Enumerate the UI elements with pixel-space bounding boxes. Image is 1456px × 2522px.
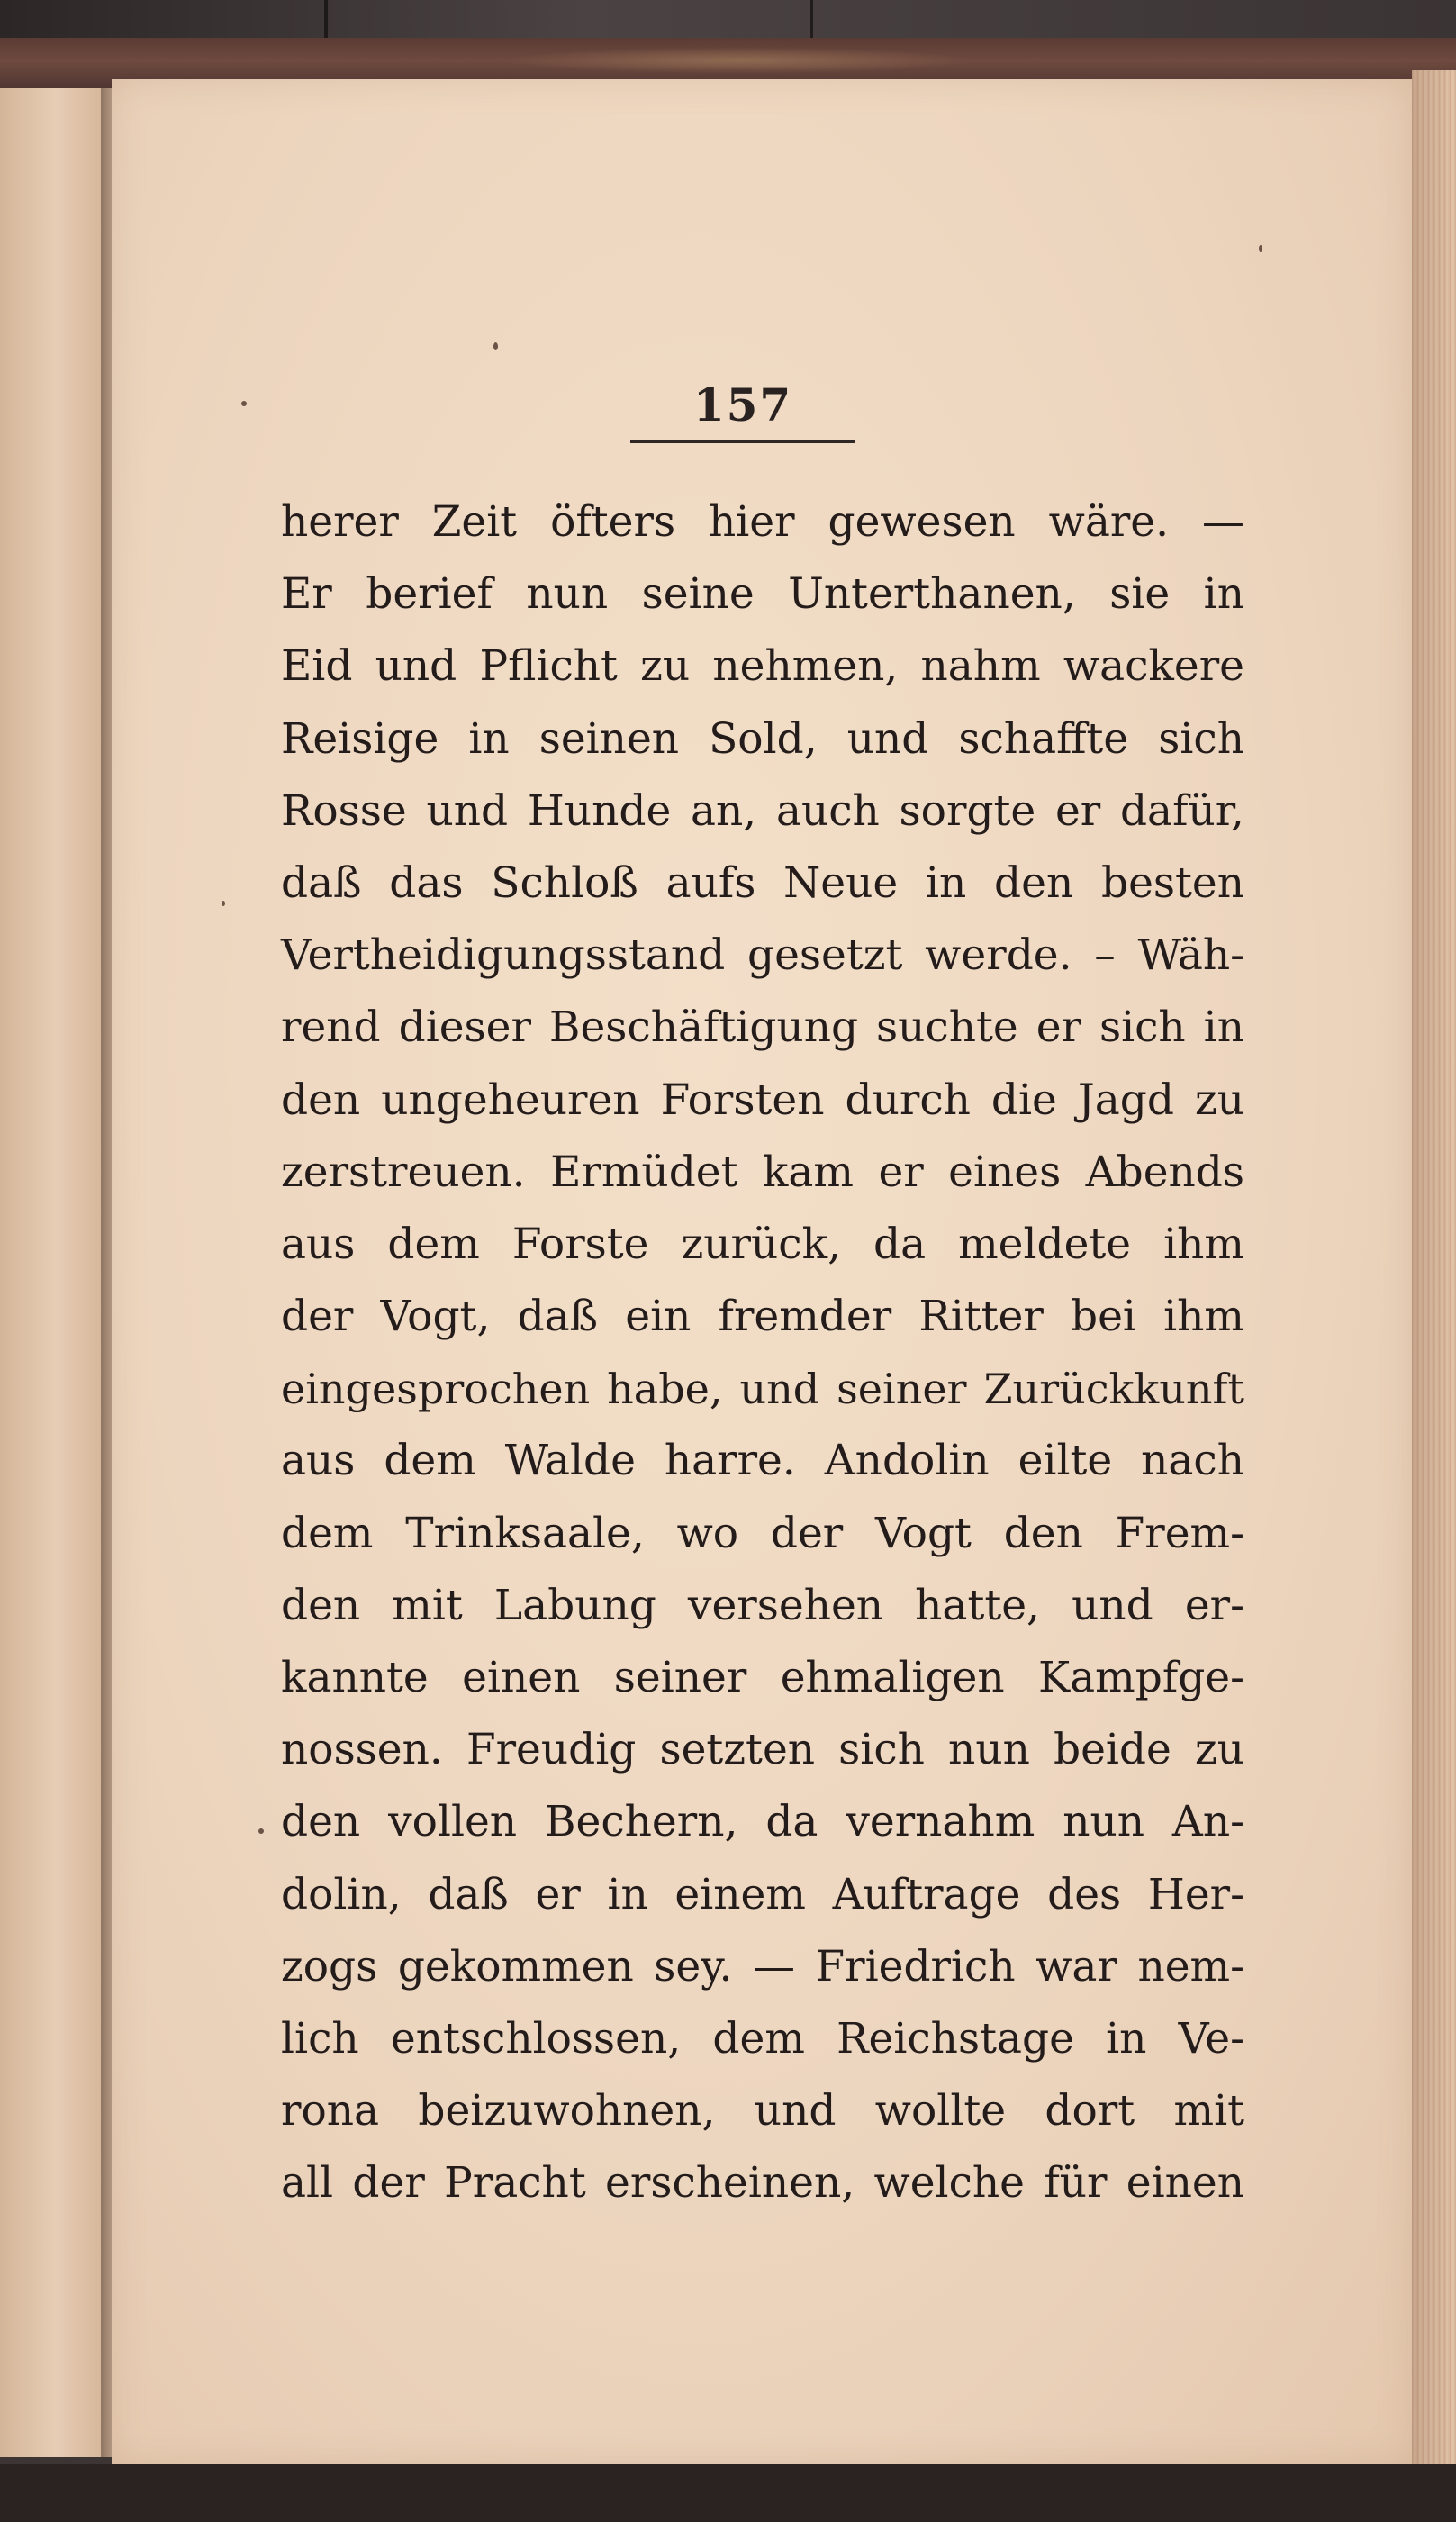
text-line: der Vogt, daß ein fremder Ritter bei ihm <box>281 1292 1244 1342</box>
text-line: kannte einen seiner ehmaligen Kampfge- <box>281 1653 1244 1702</box>
text-line: Vertheidigungsstand gesetzt werde. – Wäh- <box>281 930 1244 981</box>
page-stack-shade <box>1412 70 1456 2466</box>
text-line: nossen. Freudig setzten sich nun beide zu <box>281 1725 1244 1775</box>
text-line: Eid und Pflicht zu nehmen, nahm wackere <box>281 641 1244 692</box>
background-strip-bottom <box>0 2464 1456 2522</box>
text-line: rend dieser Beschäftigung suchte er sich in <box>281 1002 1244 1053</box>
text-line: daß das Schloß aufs Neue in den besten <box>281 857 1244 908</box>
text-line: Rosse und Hunde an, auch sorgte er dafür, <box>281 785 1244 836</box>
page-body-text <box>281 486 1244 2220</box>
text-line: aus dem Walde harre. Andolin eilte nach <box>281 1436 1244 1486</box>
paper-speck <box>241 401 247 406</box>
paper-speck <box>1259 245 1262 252</box>
text-line: zerstreuen. Ermüdet kam er eines Abends <box>281 1147 1244 1197</box>
page-stack-edge <box>1412 70 1456 2466</box>
text-line: dem Trinksaale, wo der Vogt den Frem- <box>281 1508 1244 1558</box>
text-line: lich entschlossen, dem Reichstage in Ve- <box>281 2013 1244 2064</box>
text-line: den mit Labung versehen hatte, und er- <box>281 1580 1244 1630</box>
text-line: den ungeheuren Forsten durch die Jagd zu <box>281 1075 1244 1125</box>
text-line: Er berief nun seine Unterthanen, sie in <box>281 569 1244 620</box>
text-line: den vollen Bechern, da vernahm nun An- <box>281 1797 1244 1847</box>
facing-page-edge <box>0 88 101 2457</box>
paper-speck <box>493 342 498 350</box>
paper-speck <box>258 1828 264 1834</box>
paper-speck <box>222 901 225 906</box>
text-line: zogs gekommen sey. — Friedrich war nem- <box>281 1941 1244 1991</box>
text-line: Reisige in seinen Sold, und schaffte sich <box>281 713 1244 764</box>
text-line: eingesprochen habe, und seiner Zurückkunft <box>281 1365 1244 1414</box>
text-line: herer Zeit öfters hier gewesen wäre. — <box>281 497 1244 547</box>
text-line: rona beizuwohnen, und wollte dort mit <box>281 2086 1244 2136</box>
text-line: dolin, daß er in einem Auftrage des Her- <box>281 1869 1244 1919</box>
page-number-rule <box>630 440 855 443</box>
cover-wear <box>504 47 972 74</box>
text-line: all der Pracht erscheinen, welche für einen <box>281 2158 1244 2209</box>
page-number: 157 <box>692 378 793 431</box>
text-line: aus dem Forste zurück, da meldete ihm <box>281 1219 1244 1269</box>
